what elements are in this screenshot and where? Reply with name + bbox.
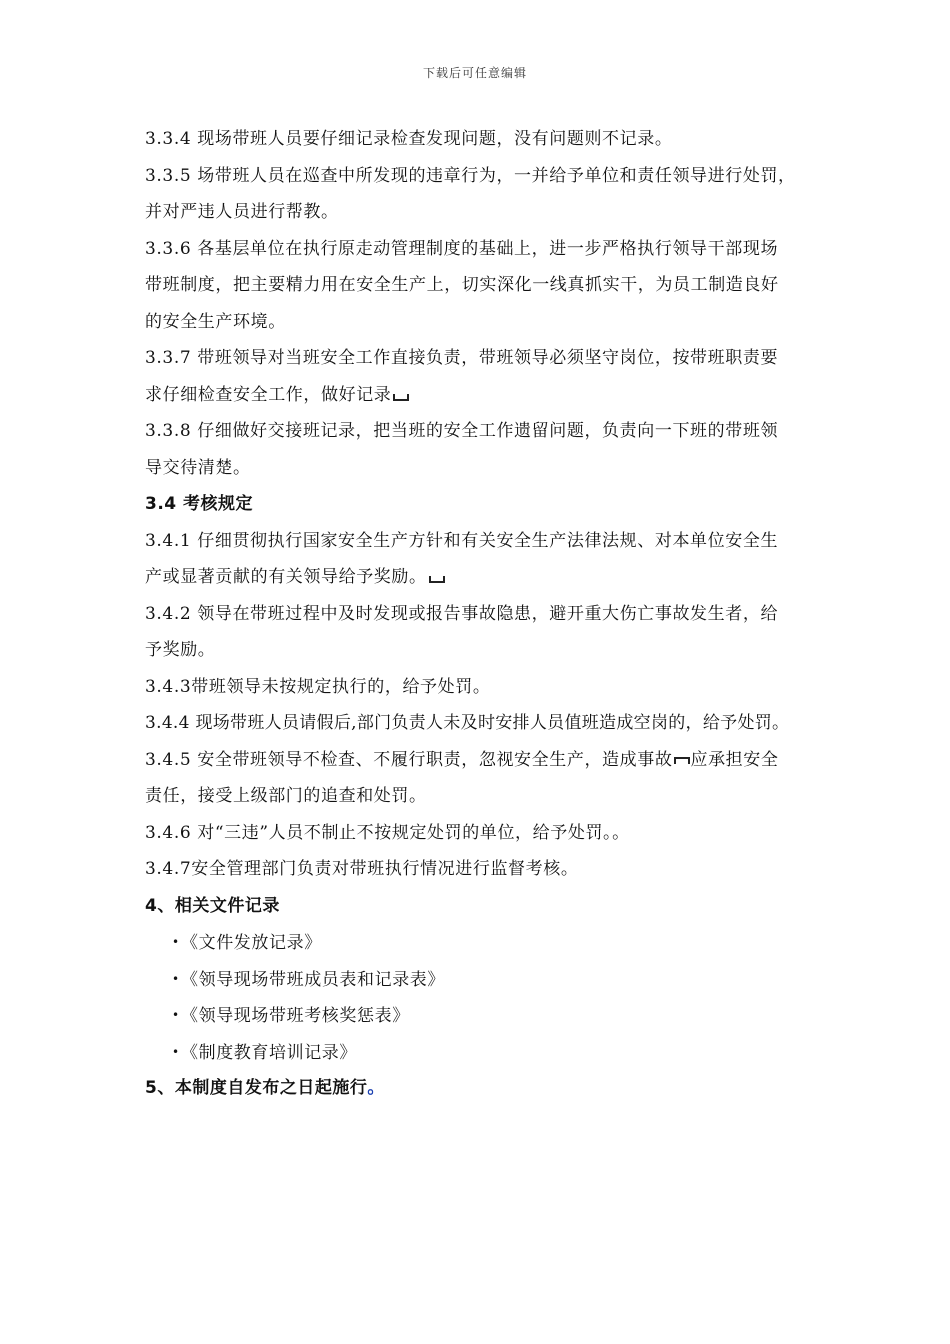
list-item	[145, 924, 870, 961]
paragraph-line: 的安全生产环境。	[145, 311, 286, 332]
paragraph-line: 3.3.7 带班领导对当班安全工作直接负责，带班领导必须坚守岗位，按带班职责要	[145, 348, 779, 368]
paragraph-line: 3.3.4 现场带班人员要仔细记录检查发现问题，没有问题则不记录。	[145, 129, 673, 149]
paragraph-line: 并对严违人员进行帮教。	[145, 202, 339, 222]
line-text: 3.4.5 安全带班领导不检查、不履行职责，忽视安全生产，造成事故	[145, 749, 673, 770]
line-text: 求仔细检查安全工作，做好记录	[145, 384, 392, 405]
list-item-text: 《领导现场带班考核奖惩表》	[181, 1006, 410, 1026]
paragraph-line: 3.4.7安全管理部门负责对带班执行情况进行监督考核。	[145, 859, 579, 879]
paragraph-line	[145, 742, 870, 779]
paragraph-line: 3.4.1 仔细贯彻执行国家安全生产方针和有关安全生产法律法规、对本单位安全生	[145, 530, 779, 551]
paragraph-line: 带班制度，把主要精力用在安全生产上，切实深化一线真抓实干，为员工制造良好	[145, 275, 779, 295]
list-item-text: 《制度教育培训记录》	[181, 1042, 357, 1063]
line-text: 产或显著贡献的有关领导给予奖励。	[145, 567, 427, 587]
heading-text: 5、本制度自发布之日起施行	[145, 1078, 368, 1098]
section-heading-4: 4、相关文件记录	[145, 895, 280, 916]
list-item-text: 《领导现场带班成员表和记录表》	[181, 969, 445, 990]
bullet-icon: •	[172, 1044, 180, 1059]
list-item	[145, 997, 870, 1034]
paragraph-line	[145, 377, 870, 414]
paragraph-line: 3.4.6 对“三违”人员不制止不按规定处罚的单位，给予处罚。。	[145, 822, 630, 843]
bracket-mark-icon	[393, 394, 409, 401]
paragraph-line: 3.3.6 各基层单位在执行原走动管理制度的基础上，进一步严格执行领导干部现场	[145, 238, 779, 259]
list-item	[145, 1034, 870, 1071]
paragraph-line: 3.4.4 现场带班人员请假后,部门负责人未及时安排人员值班造成空岗的，给予处罚。	[145, 713, 790, 733]
paragraph-line: 3.3.8 仔细做好交接班记录，把当班的安全工作遗留问题，负责向一下班的带班领	[145, 421, 779, 441]
bullet-icon: •	[172, 1008, 180, 1022]
paragraph-line: 3.4.2 领导在带班过程中及时发现或报告事故隐患，避开重大伤亡事故发生者，给	[145, 603, 779, 624]
bracket-mark-icon	[429, 576, 445, 583]
heading-period: 。	[367, 1078, 385, 1098]
section-heading-5	[145, 1070, 870, 1107]
page-header: 下载后可任意编辑	[422, 66, 527, 80]
paragraph-line: 导交待清楚。	[145, 457, 251, 478]
bullet-icon: •	[172, 971, 180, 986]
paragraph-line	[145, 559, 870, 596]
paragraph-line: 3.3.5 场带班人员在巡查中所发现的违章行为，一并给予单位和责任领导进行处罚，	[145, 165, 796, 186]
line-text: 应承担安全	[690, 749, 779, 770]
section-heading-3-4: 3.4 考核规定	[145, 494, 254, 514]
paragraph-line: 予奖励。	[145, 640, 216, 660]
list-item	[145, 961, 870, 998]
document-body	[145, 121, 870, 1107]
list-item-text: 《文件发放记录》	[181, 933, 322, 953]
paragraph-line: 3.4.3带班领导未按规定执行的，给予处罚。	[145, 676, 491, 697]
paragraph-line: 责任，接受上级部门的追查和处罚。	[145, 786, 427, 806]
bracket-mark-icon	[674, 757, 690, 764]
bullet-icon: •	[172, 935, 180, 949]
